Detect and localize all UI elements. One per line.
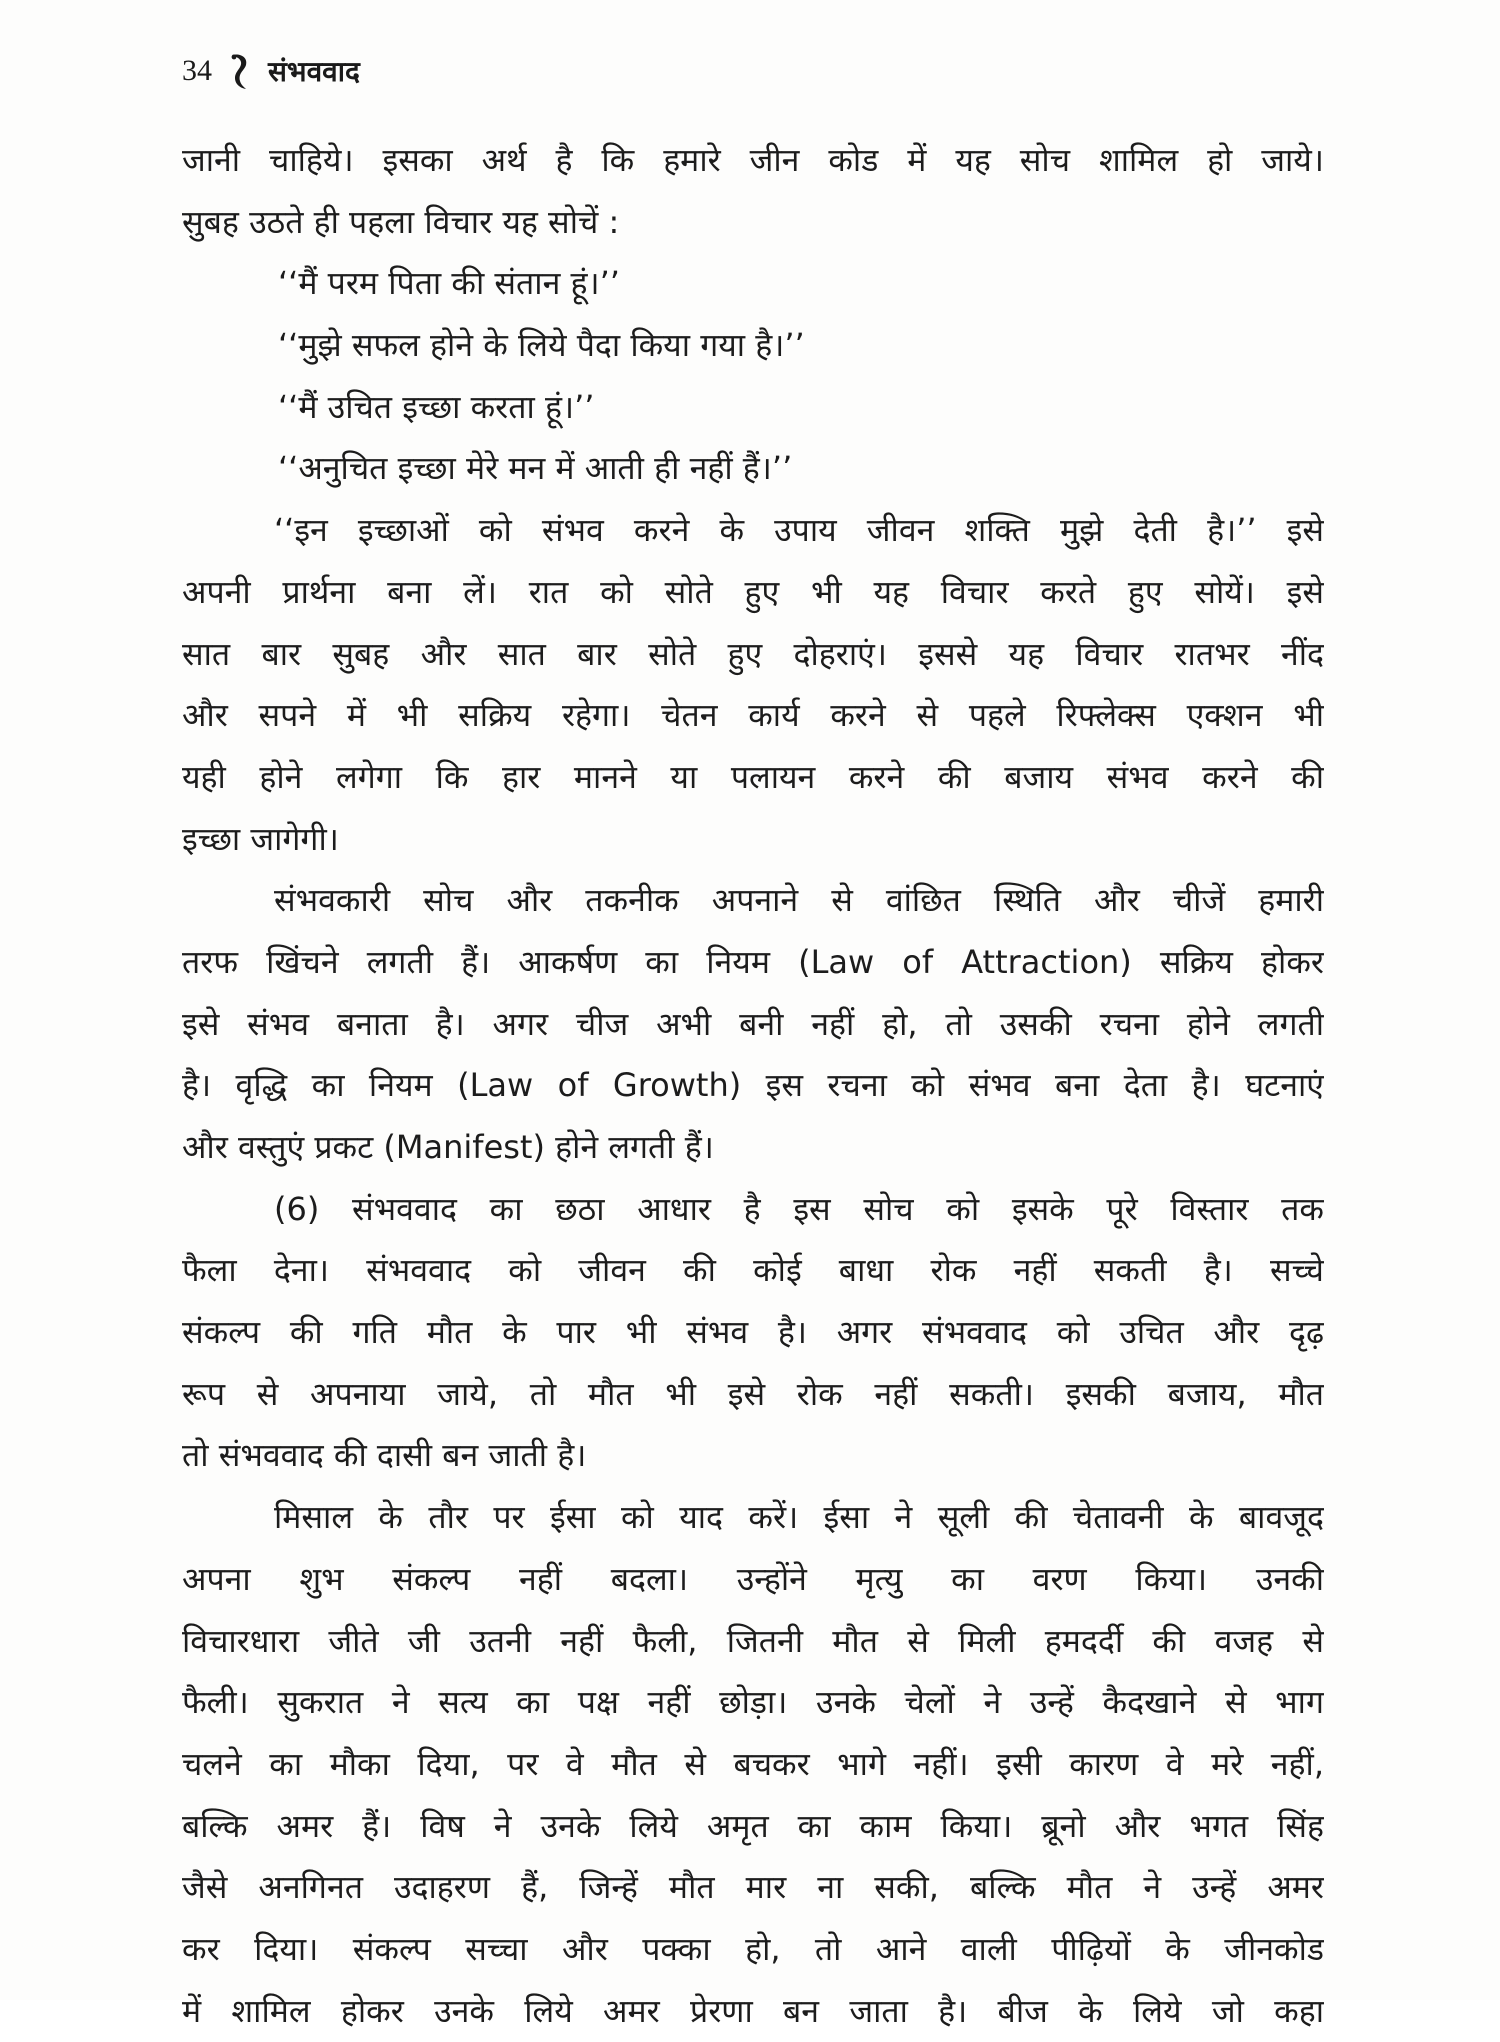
page-number: 34 — [182, 54, 212, 87]
text-line: इसे संभव बनाता है। अगर चीज अभी बनी नहीं हो, तो उसकी रचना होने लगती — [182, 1004, 1324, 1043]
text-line: और सपने में भी सक्रिय रहेगा। चेतन कार्य करने से पहले रिफ्लेक्स एक्शन भी — [182, 696, 1324, 735]
text-line: विचारधारा जीते जी उतनी नहीं फैली, जितनी मौत से मिली हमदर्दी की वजह से — [182, 1621, 1324, 1660]
text-line: सात बार सुबह और सात बार सोते हुए दोहराएं। इससे यह विचार रातभर नींद — [182, 634, 1324, 673]
text-line: अपनी प्रार्थना बना लें। रात को सोते हुए भी यह विचार करते हुए सोयें। इसे — [182, 572, 1324, 611]
paragraph-start-line: संभवकारी सोच और तकनीक अपनाने से वांछित स्थिति और चीजें हमारी — [274, 881, 1324, 920]
paragraph-start-line: (6) संभववाद का छठा आधार है इस सोच को इसके पूरे विस्तार तक — [274, 1189, 1324, 1228]
text-line: संकल्प की गति मौत के पार भी संभव है। अगर संभववाद को उचित और दृढ़ — [182, 1313, 1324, 1352]
quote-line: ‘‘अनुचित इच्छा मेरे मन में आती ही नहीं हैं।’’ — [278, 449, 793, 488]
quote-line: ‘‘मुझे सफल होने के लिये पैदा किया गया है।’’ — [278, 326, 805, 365]
text-line: इच्छा जागेगी। — [182, 819, 339, 858]
text-line: सुबह उठते ही पहला विचार यह सोचें : — [182, 202, 620, 241]
text-line: जैसे अनगिनत उदाहरण हैं, जिन्हें मौत मार ना सकी, बल्कि मौत ने उन्हें अमर — [182, 1868, 1324, 1907]
text-line: जानी चाहिये। इसका अर्थ है कि हमारे जीन कोड में यह सोच शामिल हो जाये। — [182, 141, 1324, 179]
page-header — [182, 46, 360, 96]
text-line: फैला देना। संभववाद को जीवन की कोई बाधा रोक नहीं सकती है। सच्चे — [182, 1251, 1324, 1290]
text-line: कर दिया। संकल्प सच्चा और पक्का हो, तो आने वाली पीढ़ियों के जीनकोड — [182, 1929, 1324, 1968]
quill-nib-icon — [226, 51, 254, 91]
running-title: संभववाद — [268, 55, 360, 88]
text-line: अपना शुभ संकल्प नहीं बदला। उन्होंने मृत्यु का वरण किया। उनकी — [182, 1559, 1324, 1598]
text-line: में शामिल होकर उनके लिये अमर प्रेरणा बन जाता है। बीज के लिये जो कहा — [182, 1991, 1324, 2030]
text-line: तरफ खिंचने लगती हैं। आकर्षण का नियम (Law of Attraction) सक्रिय होकर — [182, 942, 1324, 981]
text-line: फैली। सुकरात ने सत्य का पक्ष नहीं छोड़ा। उनके चेलों ने उन्हें कैदखाने से भाग — [182, 1683, 1324, 1722]
text-line: रूप से अपनाया जाये, तो मौत भी इसे रोक नहीं सकती। इसकी बजाय, मौत — [182, 1374, 1324, 1413]
text-line: और वस्तुएं प्रकट (Manifest) होने लगती हैं। — [182, 1128, 714, 1166]
text-line: बल्कि अमर हैं। विष ने उनके लिये अमृत का काम किया। ब्रूनो और भगत सिंह — [182, 1806, 1324, 1845]
paragraph-start-line: मिसाल के तौर पर ईसा को याद करें। ईसा ने सूली की चेतावनी के बावजूद — [274, 1498, 1324, 1537]
quote-line: ‘‘इन इच्छाओं को संभव करने के उपाय जीवन शक्ति मुझे देती है।’’ इसे — [274, 511, 1324, 550]
quote-line: ‘‘मैं उचित इच्छा करता हूं।’’ — [278, 387, 595, 426]
text-line: तो संभववाद की दासी बन जाती है। — [182, 1436, 587, 1475]
text-line: है। वृद्धि का नियम (Law of Growth) इस रचना को संभव बना देता है। घटनाएं — [182, 1066, 1324, 1105]
text-line: चलने का मौका दिया, पर वे मौत से बचकर भागे नहीं। इसी कारण वे मरे नहीं, — [182, 1744, 1324, 1783]
quote-line: ‘‘मैं परम पिता की संतान हूं।’’ — [278, 264, 620, 303]
body-text — [182, 130, 1324, 2042]
text-line: यही होने लगेगा कि हार मानने या पलायन करने की बजाय संभव करने की — [182, 757, 1324, 796]
